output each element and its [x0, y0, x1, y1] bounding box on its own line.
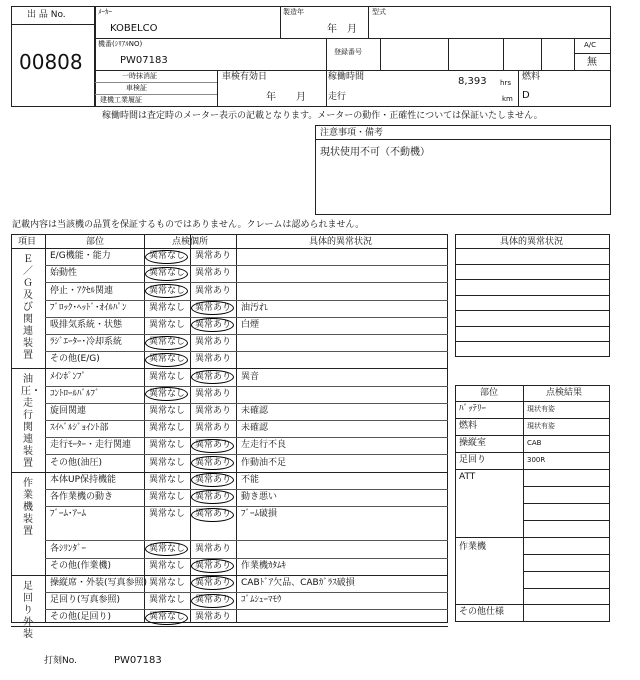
circled-normal-mark	[145, 250, 188, 264]
row-part-name: E/G機能・能力	[50, 251, 111, 262]
maker-label: ﾒｰｶｰ	[98, 8, 112, 16]
status-abnormal: 異常あり	[195, 285, 232, 296]
row-detail: 不能	[241, 474, 260, 485]
result-value: CAB	[527, 439, 542, 447]
result-part: ﾊﾞｯﾃﾘｰ	[459, 404, 487, 414]
circled-abnormal-mark	[191, 439, 234, 453]
circled-normal-mark	[145, 267, 188, 281]
row-part-name: 停止・ｱｸｾﾙ関連	[50, 285, 114, 296]
status-abnormal: 異常あり	[195, 612, 232, 623]
disclaimer: 記載内容は当該機の品質を保証するものではありません。クレームは認められません。	[12, 220, 365, 230]
row-detail: 異音	[241, 371, 260, 382]
row-part-name: 本体UP保持機能	[50, 474, 117, 485]
row-part-name: その他(E/G)	[50, 354, 100, 365]
hours-label: 稼働時間	[328, 72, 365, 82]
temporary-cancellation-cert: 一時抹消証	[122, 72, 157, 80]
row-detail: 動き悪い	[241, 491, 278, 502]
circled-normal-mark	[145, 611, 188, 625]
result-part: 操縦室	[459, 438, 487, 448]
header-item: 項目	[18, 237, 37, 247]
row-detail: CABﾄﾞｱ欠品、CABｶﾞﾗｽ破損	[241, 577, 355, 588]
status-normal: 異常なし	[149, 457, 186, 468]
status-abnormal: 異常あり	[195, 440, 232, 451]
result-row-divider	[455, 418, 610, 419]
section-label: 作業機装置	[23, 477, 33, 537]
status-abnormal: 異常あり	[195, 405, 232, 416]
inspection-date-label: 車検有効日	[222, 72, 268, 82]
circled-normal-mark	[145, 542, 188, 556]
result-subrow-divider	[523, 554, 610, 555]
ac-value: 無	[587, 57, 597, 68]
status-normal: 異常なし	[149, 268, 186, 279]
circled-abnormal-mark	[191, 456, 234, 470]
fuel-value: D	[522, 90, 530, 101]
stamp-number-label: 打刻No.	[44, 656, 77, 666]
status-normal: 異常なし	[149, 337, 186, 348]
stamp-number-value: PW07183	[114, 655, 162, 666]
result-subrow-divider	[523, 486, 610, 487]
side-table-header: 具体的異常状況	[500, 237, 564, 247]
hours-unit: hrs	[500, 79, 511, 87]
row-detail: 白煙	[241, 319, 260, 330]
result-header-result: 点検結果	[546, 388, 583, 398]
status-abnormal: 異常あり	[195, 509, 232, 520]
year-label: 製造年	[283, 8, 304, 16]
circled-normal-mark	[145, 284, 188, 298]
status-normal: 異常なし	[149, 543, 186, 554]
status-normal: 異常なし	[149, 595, 186, 606]
row-part-name: その他(足回り)	[50, 612, 112, 623]
status-abnormal: 異常あり	[195, 268, 232, 279]
status-normal: 異常なし	[149, 440, 186, 451]
circled-normal-mark	[145, 336, 188, 350]
result-subrow-divider	[523, 588, 610, 589]
result-subrow-divider	[523, 520, 610, 521]
status-abnormal: 異常あり	[195, 560, 232, 571]
row-detail: 作動油不足	[241, 457, 287, 468]
mileage-label: 走行	[328, 92, 347, 102]
row-part-name: 各作業機の動き	[50, 491, 114, 502]
status-normal: 異常なし	[149, 302, 186, 313]
status-normal: 異常なし	[149, 319, 186, 330]
row-part-name: 足回り(写真参照)	[50, 595, 121, 606]
status-abnormal: 異常あり	[195, 302, 232, 313]
status-abnormal: 異常あり	[195, 319, 232, 330]
fuel-label: 燃料	[522, 72, 541, 82]
row-part-name: ﾒｲﾝﾎﾟﾝﾌﾟ	[50, 371, 87, 382]
section-label: 足回り外装	[23, 580, 33, 640]
status-normal: 異常なし	[149, 405, 186, 416]
header-check-point: 点検個所	[172, 237, 209, 247]
status-abnormal: 異常あり	[195, 371, 232, 382]
row-part-name: ｽｲﾍﾞﾙｼﾞｮｲﾝﾄ部	[50, 423, 109, 434]
status-normal: 異常なし	[149, 354, 186, 365]
table-row	[45, 265, 448, 282]
result-part: 作業機	[459, 542, 487, 552]
row-part-name: 操縦席・外装(写真参照)	[50, 577, 148, 588]
status-abnormal: 異常あり	[195, 354, 232, 365]
row-part-name: ﾗｼﾞｴｰﾀｰ･冷却系統	[50, 337, 123, 348]
status-abnormal: 異常あり	[195, 457, 232, 468]
row-detail: 未確認	[241, 423, 269, 434]
table-row	[45, 351, 448, 368]
row-part-name: ﾌﾞｰﾑ･ｱｰﾑ	[50, 509, 87, 520]
row-part-name: 走行ﾓｰﾀｰ・走行関連	[50, 440, 132, 451]
result-row-divider	[455, 604, 610, 605]
hours-value: 8,393	[458, 76, 487, 87]
status-abnormal: 異常あり	[195, 388, 232, 399]
inspection-date-value: 年 月	[266, 92, 306, 103]
remarks-title: 注意事項・備考	[320, 128, 384, 138]
result-row-divider	[455, 469, 610, 470]
circled-abnormal-mark	[191, 594, 234, 608]
registration-label: 登録番号	[334, 48, 362, 56]
side-table-row	[455, 310, 610, 311]
status-normal: 異常なし	[149, 577, 186, 588]
status-normal: 異常なし	[149, 612, 186, 623]
row-part-name: ﾌﾞﾛｯｸ･ﾍｯﾄﾞ･ｵｲﾙﾊﾟﾝ	[50, 302, 127, 313]
vehicle-inspection-cert: 車検証	[126, 84, 147, 92]
result-part: ATT	[459, 472, 476, 482]
section-label: 油圧・走行関連装置	[21, 374, 41, 470]
result-part: その他仕様	[459, 607, 505, 617]
status-abnormal: 異常あり	[195, 491, 232, 502]
status-normal: 異常なし	[149, 509, 186, 520]
row-part-name: 始動性	[50, 268, 78, 279]
status-normal: 異常なし	[149, 560, 186, 571]
status-abnormal: 異常あり	[195, 337, 232, 348]
row-part-name: 吸排気系統・状態	[50, 319, 123, 330]
status-abnormal: 異常あり	[195, 423, 232, 434]
side-table-row	[455, 295, 610, 296]
row-part-name: 各ｼﾘﾝﾀﾞｰ	[50, 543, 87, 554]
side-table-row	[455, 264, 610, 265]
section-divider	[11, 626, 448, 627]
status-normal: 異常なし	[149, 423, 186, 434]
result-row-divider	[455, 452, 610, 453]
result-part: 燃料	[459, 421, 478, 431]
side-table-row	[455, 279, 610, 280]
mileage-unit: km	[502, 95, 513, 103]
row-detail: 未確認	[241, 405, 269, 416]
table-row	[45, 540, 448, 557]
status-abnormal: 異常あり	[195, 577, 232, 588]
status-normal: 異常なし	[149, 251, 186, 262]
circled-normal-mark	[145, 353, 188, 367]
lot-number-label: 出 品 No.	[27, 10, 66, 20]
circled-abnormal-mark	[191, 370, 234, 384]
result-row-divider	[455, 435, 610, 436]
row-part-name: 旋回関連	[50, 405, 87, 416]
status-abnormal: 異常あり	[195, 251, 232, 262]
ac-label: A/C	[584, 41, 597, 49]
status-abnormal: 異常あり	[195, 474, 232, 485]
result-row-divider	[455, 537, 610, 538]
result-value: 現状有姿	[527, 405, 555, 413]
status-normal: 異常なし	[149, 388, 186, 399]
serial-value: PW07183	[120, 55, 168, 66]
result-part: 足回り	[459, 455, 487, 465]
row-part-name: その他(作業機)	[50, 560, 112, 571]
status-normal: 異常なし	[149, 491, 186, 502]
status-abnormal: 異常あり	[195, 595, 232, 606]
row-detail: 左走行不良	[241, 440, 287, 451]
result-header-part: 部位	[480, 388, 499, 398]
row-detail: 作業機ｶﾀﾑｷ	[241, 560, 287, 571]
status-abnormal: 異常あり	[195, 543, 232, 554]
status-normal: 異常なし	[149, 371, 186, 382]
remarks-text: 現状使用不可（不動機）	[320, 147, 430, 158]
header-abnormal-detail: 具体的異常状況	[309, 237, 373, 247]
side-table-row	[455, 326, 610, 327]
side-table-row	[455, 341, 610, 342]
table-row	[45, 386, 448, 403]
row-part-name: その他(油圧)	[50, 457, 103, 468]
result-value: 現状有姿	[527, 422, 555, 430]
maker-value: KOBELCO	[110, 23, 158, 34]
model-label: 型式	[372, 8, 386, 16]
circled-abnormal-mark	[191, 508, 234, 522]
header-part: 部位	[86, 237, 105, 247]
section-label: Ｅ／Ｇ及び関連装置	[23, 254, 33, 361]
hours-notice: 稼働時間は査定時のメーター表示の記載となります。メーターの動作・正確性については保証いたしません。	[102, 111, 543, 121]
construction-machine-cert: 建機工業履証	[100, 96, 142, 104]
row-part-name: ｺﾝﾄﾛｰﾙﾊﾞﾙﾌﾞ	[50, 388, 100, 399]
row-detail: ﾌﾞｰﾑ破損	[241, 509, 278, 520]
row-detail: 油汚れ	[241, 302, 269, 313]
status-normal: 異常なし	[149, 285, 186, 296]
row-detail: ｺﾞﾑｼｭｰﾏﾓｳ	[241, 595, 282, 606]
status-normal: 異常なし	[149, 474, 186, 485]
result-subrow-divider	[523, 503, 610, 504]
serial-label: 機番(ｼﾘｱﾙNO)	[98, 40, 143, 48]
year-month-value: 年 月	[327, 24, 357, 35]
lot-number: 00808	[19, 50, 83, 74]
result-subrow-divider	[523, 571, 610, 572]
result-value: 300R	[527, 456, 546, 464]
